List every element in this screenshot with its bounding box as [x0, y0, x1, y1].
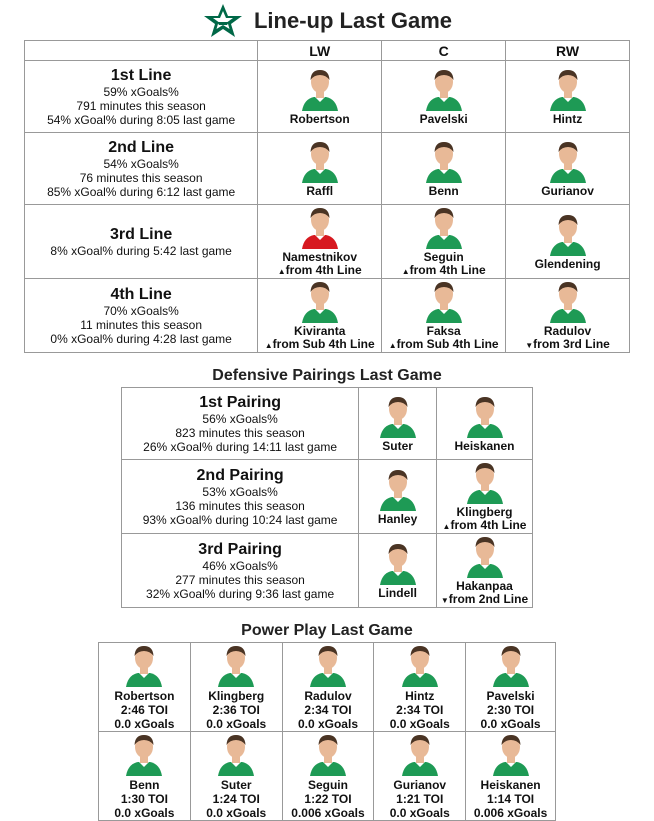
player-name: Gurianov — [541, 184, 594, 198]
line-change-note: ▲from 4th Line — [442, 518, 527, 532]
time-on-ice: 1:22 TOI — [304, 792, 352, 806]
player-name: Hintz — [552, 112, 583, 126]
line-change-note: ▲from Sub 4th Line — [388, 337, 499, 351]
stat-line: 93% xGoal% during 10:24 last game — [142, 513, 338, 527]
expected-goals: 0.0 xGoals — [389, 806, 450, 820]
stat-line: 53% xGoals% — [202, 485, 278, 499]
stat-line: 26% xGoal% during 14:11 last game — [143, 440, 338, 454]
page-title: Line-up Last Game — [253, 8, 453, 33]
player-headshot-icon — [548, 139, 588, 183]
player-name: Lindell — [378, 586, 417, 600]
player-cell — [258, 61, 382, 133]
pairing-name: 2nd Pairing — [196, 467, 284, 484]
time-on-ice: 2:36 TOI — [212, 703, 260, 717]
player-headshot-icon — [465, 394, 505, 438]
player-name: Namestnikov — [282, 250, 358, 264]
player-headshot-icon — [548, 212, 588, 256]
player-headshot-icon — [465, 460, 505, 504]
player-headshot-icon — [378, 467, 418, 511]
arrow-up-icon: ▲ — [401, 267, 410, 276]
stat-line: 59% xGoals% — [103, 85, 179, 99]
player-name: Hanley — [377, 512, 418, 526]
forward-line-row — [25, 279, 630, 353]
arrow-up-icon: ▲ — [264, 341, 273, 350]
player-name: Robertson — [114, 689, 175, 703]
player-headshot-icon — [548, 67, 588, 111]
player-name: Benn — [428, 184, 459, 198]
time-on-ice: 2:34 TOI — [304, 703, 352, 717]
expected-goals: 0.0 xGoals — [206, 717, 267, 731]
player-name: Heiskanen — [454, 439, 515, 453]
expected-goals: 0.0 xGoals — [389, 717, 450, 731]
time-on-ice: 1:30 TOI — [120, 792, 168, 806]
stat-line: 32% xGoal% during 9:36 last game — [146, 587, 335, 601]
line-change-note: ▲from 4th Line — [277, 263, 362, 277]
pp-player-cell — [190, 732, 282, 821]
player-name: Gurianov — [393, 778, 447, 792]
line-change-note: ▼from 3rd Line — [525, 337, 610, 351]
expected-goals: 0.006 xGoals — [291, 806, 365, 820]
stat-line: 11 minutes this season — [80, 318, 203, 332]
player-headshot-icon — [378, 541, 418, 585]
stat-line: 54% xGoals% — [103, 157, 179, 171]
player-cell — [382, 133, 506, 205]
player-name: Suter — [220, 778, 252, 792]
player-headshot-icon — [424, 205, 464, 249]
player-name: Robertson — [289, 112, 350, 126]
player-cell — [258, 279, 382, 353]
player-headshot-icon — [424, 279, 464, 323]
power-play-table — [98, 642, 556, 821]
player-headshot-icon — [300, 67, 340, 111]
player-headshot-icon — [424, 67, 464, 111]
player-name: Benn — [129, 778, 160, 792]
player-cell — [382, 205, 506, 279]
player-name: Klingberg — [456, 505, 513, 519]
pp-player-cell — [99, 732, 191, 821]
expected-goals: 0.0 xGoals — [206, 806, 267, 820]
player-headshot-icon — [491, 643, 531, 687]
powerplay-section-title: Power Play Last Game — [241, 622, 413, 639]
time-on-ice: 2:30 TOI — [487, 703, 535, 717]
pp-player-cell — [374, 643, 466, 732]
player-headshot-icon — [378, 394, 418, 438]
line-info — [25, 61, 258, 133]
player-name: Pavelski — [486, 689, 535, 703]
player-headshot-icon — [300, 205, 340, 249]
player-name: Radulov — [543, 324, 592, 338]
player-name: Raffl — [306, 184, 334, 198]
pp-player-cell — [282, 732, 374, 821]
defense-pairing-row — [122, 534, 533, 608]
power-play-row — [99, 732, 556, 821]
line-change-note: ▲from Sub 4th Line — [264, 337, 375, 351]
player-headshot-icon — [400, 732, 440, 776]
forward-lines-table — [24, 40, 630, 353]
stat-line: 0% xGoal% during 4:28 last game — [50, 332, 232, 346]
arrow-down-icon: ▼ — [440, 596, 449, 605]
time-on-ice: 2:46 TOI — [120, 703, 168, 717]
forward-line-row — [25, 61, 630, 133]
player-name: Faksa — [426, 324, 461, 338]
stat-line: 54% xGoal% during 8:05 last game — [47, 113, 236, 127]
player-name: Pavelski — [419, 112, 468, 126]
stat-line: 70% xGoals% — [103, 304, 179, 318]
stat-line: 56% xGoals% — [202, 412, 278, 426]
line-info — [25, 205, 258, 279]
player-headshot-icon — [400, 643, 440, 687]
player-name: Heiskanen — [480, 778, 541, 792]
player-cell — [437, 534, 533, 608]
line-name: 4th Line — [110, 286, 172, 303]
forward-line-row — [25, 133, 630, 205]
player-cell — [506, 133, 630, 205]
player-name: Seguin — [423, 250, 464, 264]
defense-pairing-row — [122, 460, 533, 534]
column-header-c: C — [382, 41, 506, 61]
player-headshot-icon — [216, 643, 256, 687]
arrow-up-icon: ▲ — [277, 267, 286, 276]
line-info — [25, 133, 258, 205]
pp-player-cell — [190, 643, 282, 732]
player-name: Klingberg — [208, 689, 265, 703]
stat-line: 76 minutes this season — [79, 171, 203, 185]
pp-player-cell — [99, 643, 191, 732]
pairing-info — [122, 460, 359, 534]
player-cell — [506, 61, 630, 133]
corner-cell — [25, 41, 258, 61]
pp-player-cell — [466, 732, 556, 821]
player-cell — [258, 133, 382, 205]
defense-section-title: Defensive Pairings Last Game — [212, 367, 442, 384]
expected-goals: 0.0 xGoals — [114, 806, 175, 820]
pp-player-cell — [374, 732, 466, 821]
pairing-info — [122, 534, 359, 608]
forward-line-row — [25, 205, 630, 279]
arrow-down-icon: ▼ — [525, 341, 534, 350]
player-headshot-icon — [216, 732, 256, 776]
pp-player-cell — [282, 643, 374, 732]
player-cell — [258, 205, 382, 279]
column-header-rw: RW — [506, 41, 630, 61]
line-name: 1st Line — [110, 67, 172, 84]
expected-goals: 0.0 xGoals — [480, 717, 541, 731]
expected-goals: 0.006 xGoals — [473, 806, 548, 820]
player-cell — [359, 460, 437, 534]
player-name: Glendening — [534, 257, 601, 271]
power-play-row — [99, 643, 556, 732]
defensive-pairings-table — [121, 387, 533, 608]
player-headshot-icon — [308, 643, 348, 687]
player-name: Suter — [382, 439, 413, 453]
stat-line: 277 minutes this season — [175, 573, 305, 587]
stat-line: 823 minutes this season — [175, 426, 305, 440]
arrow-up-icon: ▲ — [442, 522, 451, 531]
pairing-name: 3rd Pairing — [198, 541, 282, 558]
player-cell — [437, 388, 533, 460]
line-info — [25, 279, 258, 353]
player-cell — [359, 534, 437, 608]
pp-player-cell — [466, 643, 556, 732]
page-header — [0, 2, 654, 40]
player-name: Hintz — [405, 689, 435, 703]
player-headshot-icon — [424, 139, 464, 183]
player-headshot-icon — [465, 534, 505, 578]
player-headshot-icon — [308, 732, 348, 776]
player-name: Hakanpaa — [456, 579, 513, 593]
player-headshot-icon — [124, 643, 164, 687]
player-cell — [437, 460, 533, 534]
player-cell — [359, 388, 437, 460]
pairing-name: 1st Pairing — [199, 394, 281, 411]
player-name: Radulov — [304, 689, 352, 703]
player-cell — [506, 205, 630, 279]
line-name: 3rd Line — [110, 226, 173, 243]
stat-line: 85% xGoal% during 6:12 last game — [47, 185, 236, 199]
stat-line: 136 minutes this season — [175, 499, 305, 513]
player-headshot-icon — [548, 279, 588, 323]
arrow-up-icon: ▲ — [388, 341, 397, 350]
pairing-info — [122, 388, 359, 460]
player-cell — [382, 279, 506, 353]
time-on-ice: 1:24 TOI — [212, 792, 260, 806]
player-name: Seguin — [307, 778, 348, 792]
time-on-ice: 1:21 TOI — [396, 792, 444, 806]
line-name: 2nd Line — [108, 139, 175, 156]
player-headshot-icon — [300, 139, 340, 183]
player-cell — [382, 61, 506, 133]
defense-pairing-row — [122, 388, 533, 460]
player-cell — [506, 279, 630, 353]
player-headshot-icon — [300, 279, 340, 323]
line-change-note: ▲from 4th Line — [401, 263, 486, 277]
expected-goals: 0.0 xGoals — [297, 717, 358, 731]
player-headshot-icon — [491, 732, 531, 776]
time-on-ice: 2:34 TOI — [396, 703, 444, 717]
stat-line: 46% xGoals% — [202, 559, 278, 573]
time-on-ice: 1:14 TOI — [487, 792, 535, 806]
stat-line: 8% xGoal% during 5:42 last game — [50, 244, 232, 258]
column-header-lw: LW — [258, 41, 382, 61]
stat-line: 791 minutes this season — [76, 99, 206, 113]
line-change-note: ▼from 2nd Line — [440, 592, 529, 606]
player-headshot-icon — [124, 732, 164, 776]
star-logo-icon — [202, 3, 244, 39]
expected-goals: 0.0 xGoals — [114, 717, 175, 731]
player-name: Kiviranta — [294, 324, 346, 338]
